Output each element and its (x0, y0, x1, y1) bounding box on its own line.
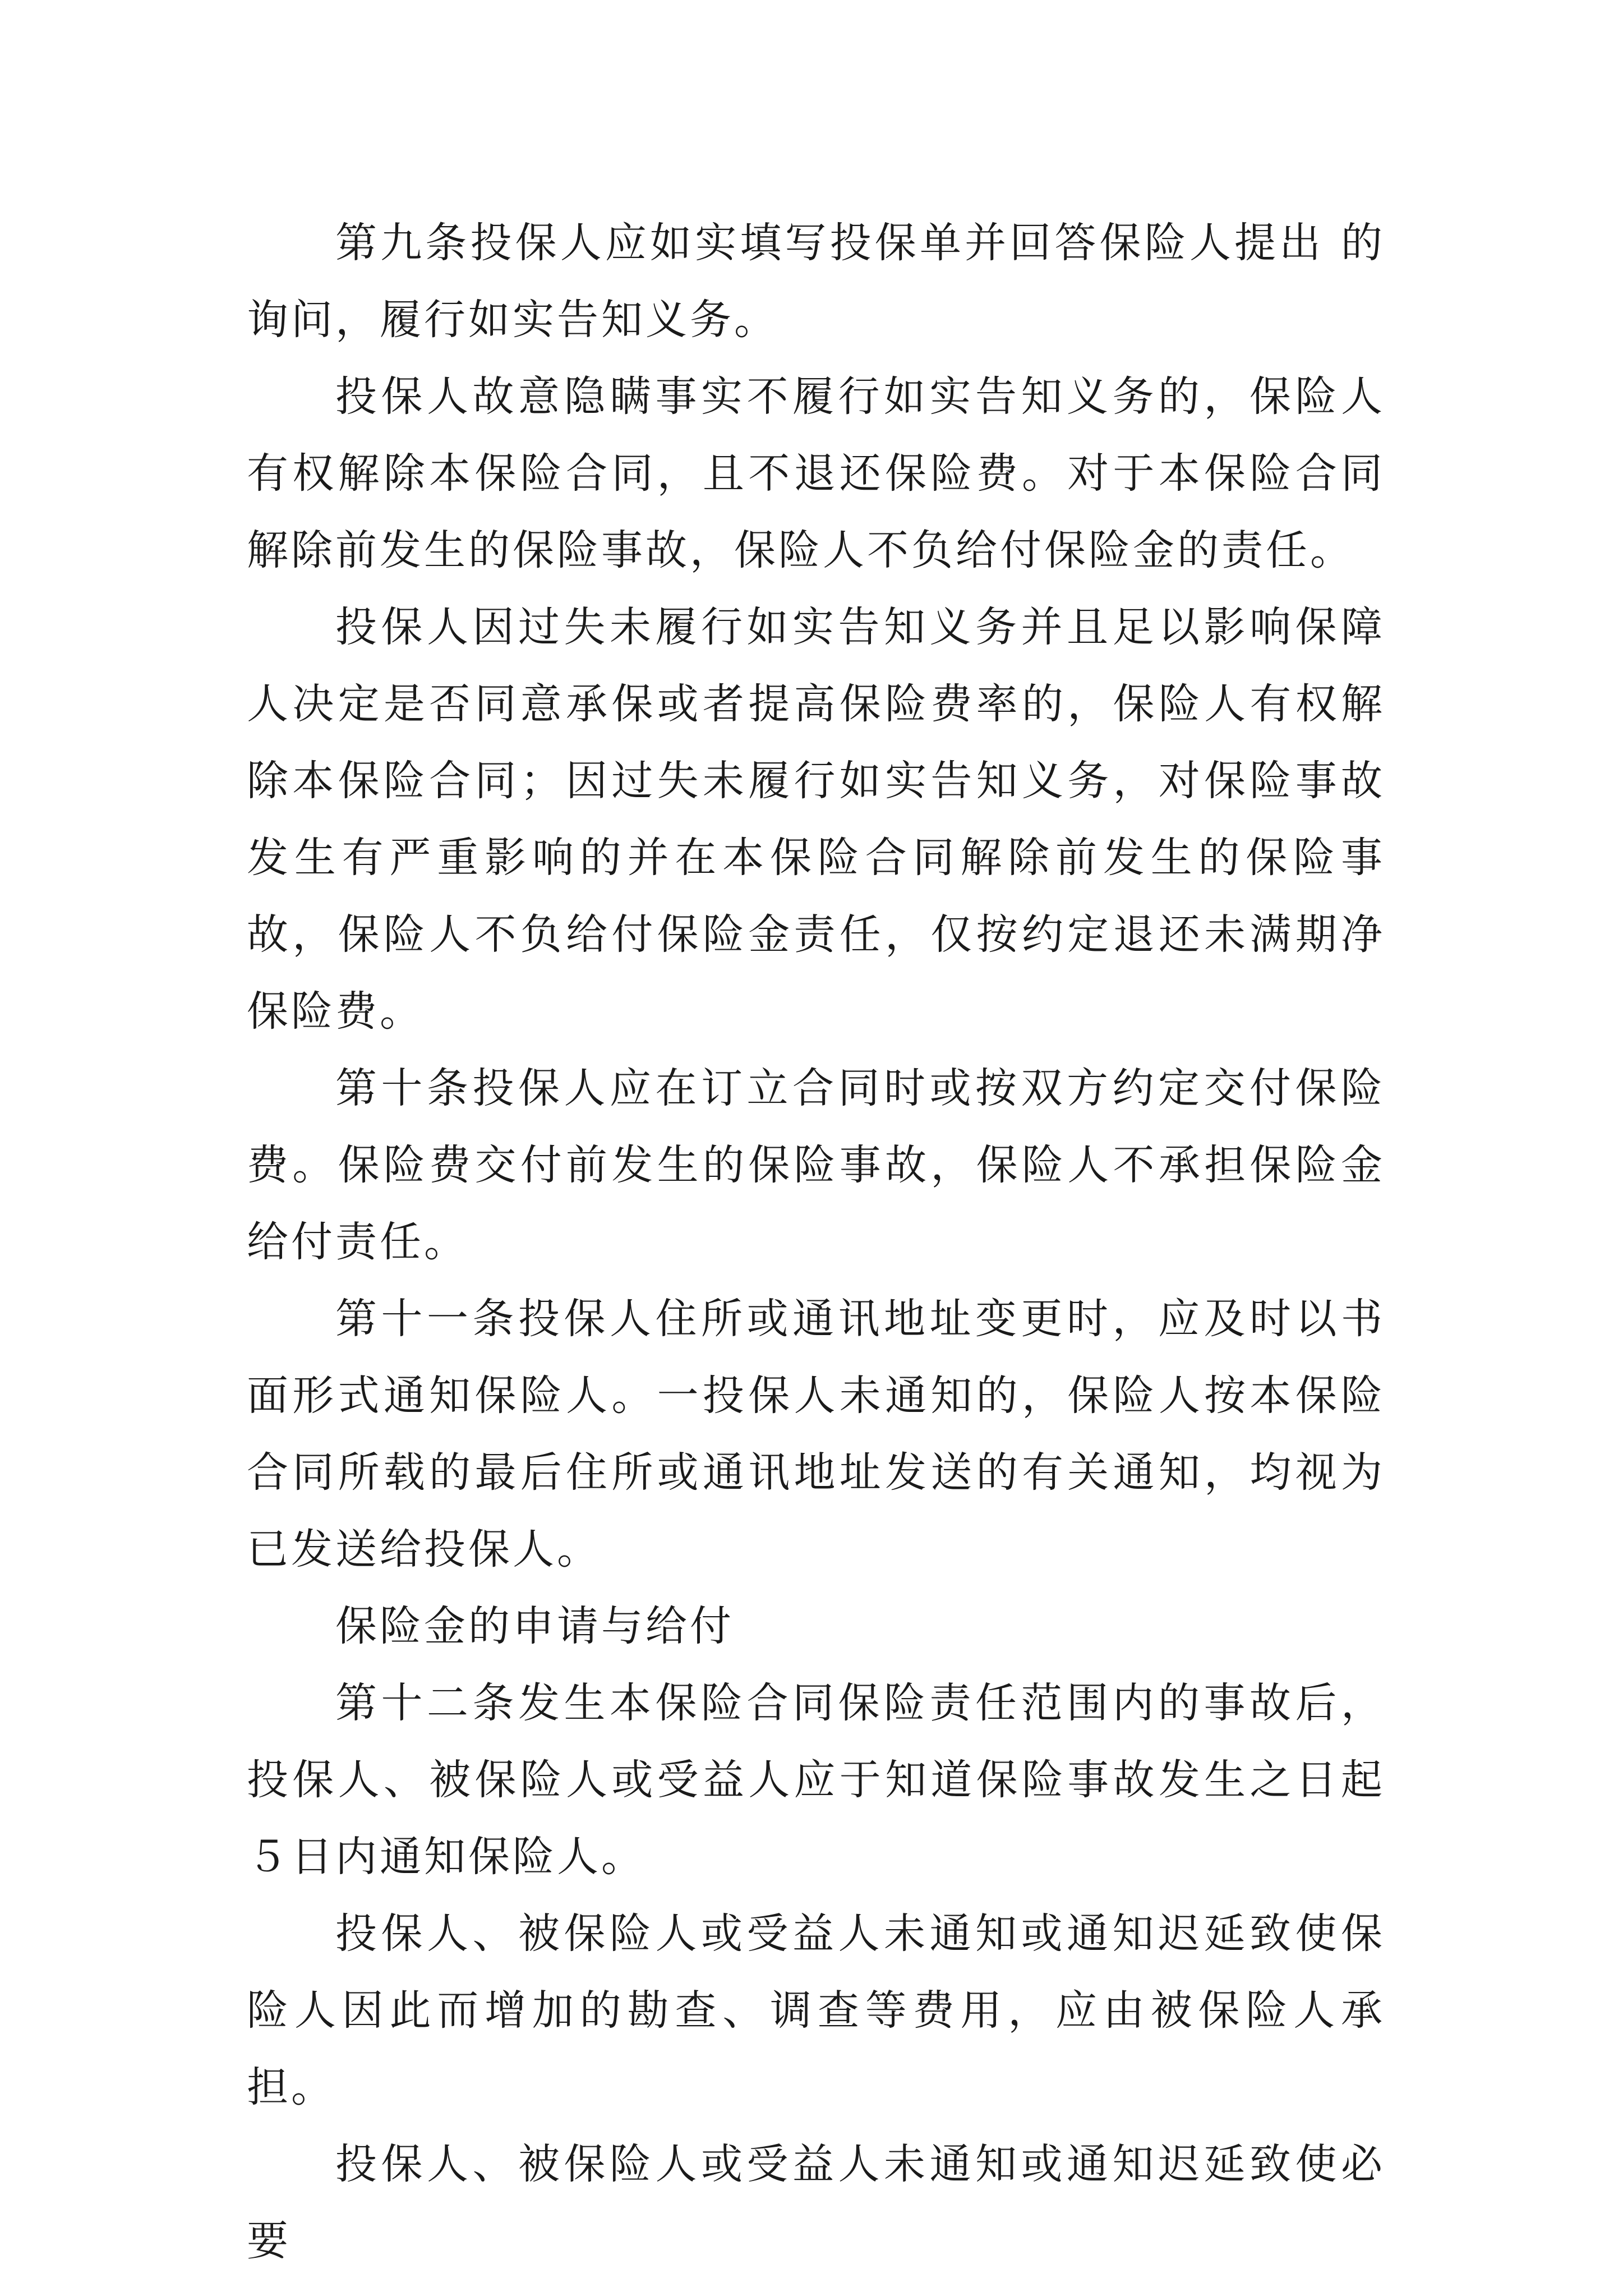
paragraph-late-notice-costs: 投保人、被保险人或受益人未通知或通知迟延致使保险人因此而增加的勘查、调查等费用，应由被保险人承担。 (247, 1910, 1385, 2111)
paragraph-article-11: 第十一条投保人住所或通讯地址变更时，应及时以书面形式通知保险人。一投保人未通知的，保险人按本保险合同所载的最后住所或通讯地址发送的有关通知，均视为已发送给投保人。 (247, 1295, 1385, 1573)
paragraph-negligent-nondisclosure: 投保人因过失未履行如实告知义务并且足以影响保障人决定是否同意承保或者提高保险费率的，保险人有权解除本保险合同；因过失未履行如实告知义务，对保险事故发生有严重影响的并在本保险合同解除前发生的保险事故，保险人不负给付保险金责任，仅按约定退还未满期净保险费。 (247, 603, 1385, 1036)
section-heading-claims: 保险金的申请与给付 (335, 1602, 734, 1650)
paragraph-article-10: 第十条投保人应在订立合同时或按双方约定交付保险费。保险费交付前发生的保险事故，保险人不承担保险金给付责任。 (247, 1064, 1385, 1266)
paragraph-article-9: 第九条投保人应如实填写投保单并回答保险人提出 的询问，履行如实告知义务。 (247, 219, 1385, 344)
paragraph-article-12: 第十二条发生本保险合同保险责任范围内的事故后，投保人、被保险人或受益人应于知道保险事故发生之日起５日内通知保险人。 (247, 1679, 1385, 1881)
paragraph-intentional-concealment: 投保人故意隐瞒事实不履行如实告知义务的，保险人有权解除本保险合同，且不退还保险费。对于本保险合同解除前发生的保险事故，保险人不负给付保险金的责任。 (247, 372, 1385, 574)
paragraph-late-notice-necessary: 投保人、被保险人或受益人未通知或通知迟延致使必要 (247, 2140, 1385, 2265)
document-body (247, 205, 1385, 2280)
